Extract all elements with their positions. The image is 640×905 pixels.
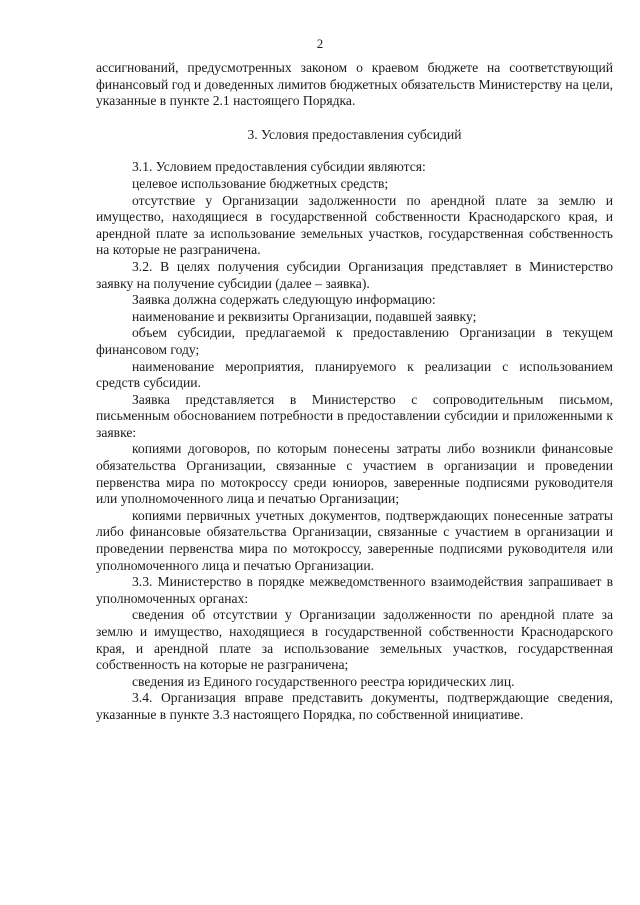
- paragraph-3-1: 3.1. Условием предоставления субсидии являются:: [132, 159, 426, 175]
- paragraph-condition-2: отсутствие у Организации задолженности по арендной плате за землю и имущество, находящиеся в государственной собственности Краснодарского края, и арендной плате за использование земельных участков, государственная собственность на которые не разграничена.: [96, 192, 613, 258]
- paragraph-application-content: Заявка должна содержать следующую информацию:: [132, 292, 436, 308]
- section-heading: 3. Условия предоставления субсидий: [247, 126, 462, 142]
- paragraph-3-4: 3.4. Организация вправе представить документы, подтверждающие сведения, указанные в пункте 3.3 настоящего Порядка, по собственной инициативе.: [96, 690, 613, 722]
- paragraph-debt-info: сведения об отсутствии у Организации задолженности по арендной плате за землю и имущество, находящиеся в государственной собственности Краснодарского края, и арендной плате за использование земельных участков, государственная собственность на которые не разграничена;: [96, 607, 613, 673]
- paragraph-item-event: наименование мероприятия, планируемого к реализации с использованием средств субсидии.: [96, 358, 613, 391]
- paragraph-primary-documents: копиями первичных учетных документов, подтверждающих понесенные затраты либо финансовые обязательства Организации, связанные с участием в организации и проведении первенства мира по мотокроссу, заверенные подписями руководителя или уполномоченного лица и печатью Организации.: [96, 507, 613, 573]
- paragraph-application-submission: Заявка представляется в Министерство с сопроводительным письмом, письменным обоснованием потребности в предоставлении субсидии и приложенными к заявке:: [96, 391, 613, 440]
- paragraph-item-name: наименование и реквизиты Организации, подавшей заявку;: [132, 308, 477, 324]
- paragraph-3-2: 3.2. В целях получения субсидии Организация представляет в Министерство заявку на получение субсидии (далее – заявка).: [96, 258, 613, 291]
- document-body: [96, 60, 613, 724]
- paragraph-contract-copies: копиями договоров, по которым понесены затраты либо возникли финансовые обязательства Организации, связанные с участием в организации и проведении первенства мира по мотокроссу среди юниоров, заверенные подписями руководителя или уполномоченного лица и печатью Организации;: [96, 441, 613, 507]
- paragraph-item-volume: объем субсидии, предлагаемой к предоставлению Организации в текущем финансовом году;: [96, 325, 613, 357]
- intro-paragraph: ассигнований, предусмотренных законом о краевом бюджете на соответствующий финансовый год и доведенных лимитов бюджетных обязательств Министерству на цели, указанные в пункте 2.1 настоящего Порядка.: [96, 60, 613, 109]
- page-number: 2: [316, 36, 324, 51]
- paragraph-registry-info: сведения из Единого государственного реестра юридических лиц.: [132, 673, 515, 689]
- paragraph-3-3: 3.3. Министерство в порядке межведомственного взаимодействия запрашивает в уполномоченных органах:: [96, 574, 613, 606]
- paragraph-condition-1: целевое использование бюджетных средств;: [132, 175, 389, 191]
